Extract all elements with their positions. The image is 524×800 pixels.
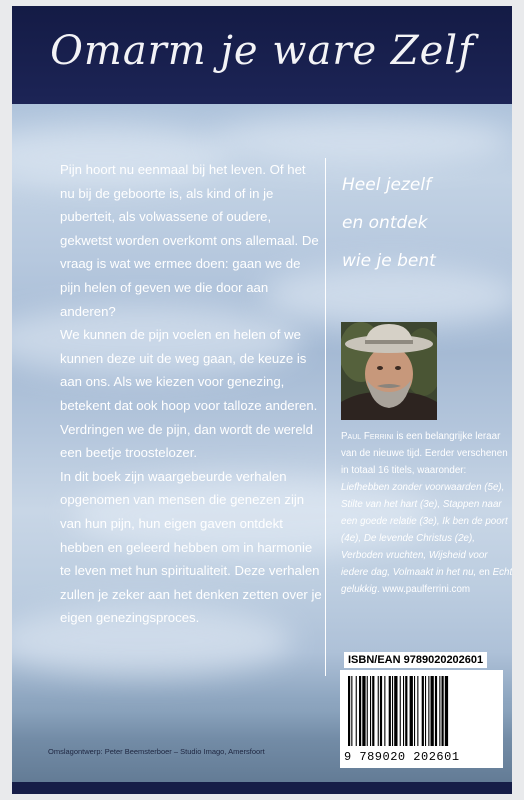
tagline-line: en ontdek	[342, 213, 428, 233]
author-portrait-icon	[341, 322, 437, 420]
barcode-bar	[384, 676, 385, 746]
author-website: www.paulferrini.com	[382, 584, 471, 595]
barcode-bar	[394, 676, 397, 746]
header-band	[12, 6, 512, 104]
bio-text: en	[476, 567, 493, 578]
barcode-bar	[439, 676, 440, 746]
barcode-bar	[414, 676, 415, 746]
barcode	[340, 670, 503, 768]
barcode-digits: 9 789020 202601	[344, 750, 460, 764]
barcode-bar	[348, 676, 350, 746]
barcode-bar	[428, 676, 429, 746]
barcode-bar	[442, 676, 444, 746]
barcode-bar	[351, 676, 352, 746]
isbn-label: ISBN/EAN 9789020202601	[344, 652, 487, 668]
cover-design-credit: Omslagontwerp: Peter Beemsterboer – Studio Imago, Amersfoort	[48, 747, 265, 756]
barcode-bar	[417, 676, 418, 746]
book-title: Omarm je ware Zelf	[50, 28, 474, 74]
barcode-bar	[372, 676, 374, 746]
blurb-text	[60, 158, 322, 630]
barcode-bar	[403, 676, 404, 746]
barcode-bar	[400, 676, 401, 746]
barcode-bar	[431, 676, 434, 746]
barcode-bar	[378, 676, 379, 746]
tagline-line: Heel jezelf	[342, 175, 432, 195]
book-back-cover	[12, 6, 512, 794]
barcode-bar	[367, 676, 368, 746]
barcode-bar	[362, 676, 365, 746]
barcode-bar	[359, 676, 361, 746]
column-divider	[325, 158, 326, 676]
blurb-paragraph: We kunnen de pijn voelen en helen of we kunnen deze uit de weg gaan, de keuze is aan ons. Als we kiezen voor genezing, betekent dat ook hoop voor talloze anderen. Verdringen we de pijn, dan wordt de wereld een beetje troostelozer.	[60, 327, 318, 461]
tagline	[342, 166, 512, 280]
bio-book-title: Echt gelukkig	[341, 567, 512, 595]
barcode-bar	[356, 676, 357, 746]
barcode-bars-icon	[340, 670, 503, 750]
footer-band	[12, 782, 512, 794]
barcode-bar	[425, 676, 426, 746]
barcode-bar	[389, 676, 391, 746]
author-bio	[341, 428, 512, 598]
author-name: Paul Ferrini	[341, 431, 394, 442]
blurb-paragraph: Pijn hoort nu eenmaal bij het leven. Of het nu bij de geboorte is, als kind of in je puberteit, als volwassene of oudere, gekwetst worden overkomt ons allemaal. De vraag is wat we ermee doen: gaan we de pijn helen of geven we die door aan anderen?	[60, 162, 319, 319]
bio-text: is een belangrijke leraar van de nieuwe tijd. Eerder verschenen in totaal 16 titels, waaronder:	[341, 431, 508, 476]
barcode-bar	[422, 676, 424, 746]
barcode-bar	[435, 676, 437, 746]
bio-book-titles: Liefhebben zonder voorwaarden (5e), Stilte van het hart (3e), Stappen naar een goede relatie (3e), Ik ben de poort (4e), De levende Christus (2e), Verboden vruchten, Wijsheid voor iedere dag, Volmaakt in het nu,	[341, 482, 508, 578]
barcode-bar	[392, 676, 393, 746]
author-photo	[341, 322, 437, 420]
barcode-bar	[445, 676, 448, 746]
barcode-bar	[410, 676, 413, 746]
bio-text: .	[376, 584, 383, 595]
barcode-bar	[380, 676, 382, 746]
barcode-bar	[405, 676, 407, 746]
blurb-paragraph: In dit boek zijn waargebeurde verhalen opgenomen van mensen die genezen zijn van hun pijn, hun eigen gaven ontdekt hebben en geleerd hebben om in harmonie te leven met hun spiritualiteit. Deze verhalen zullen je zeker aan het denken zetten over je eigen genezingsproces.	[60, 468, 322, 626]
tagline-line: wie je bent	[342, 251, 436, 271]
barcode-bar	[370, 676, 371, 746]
